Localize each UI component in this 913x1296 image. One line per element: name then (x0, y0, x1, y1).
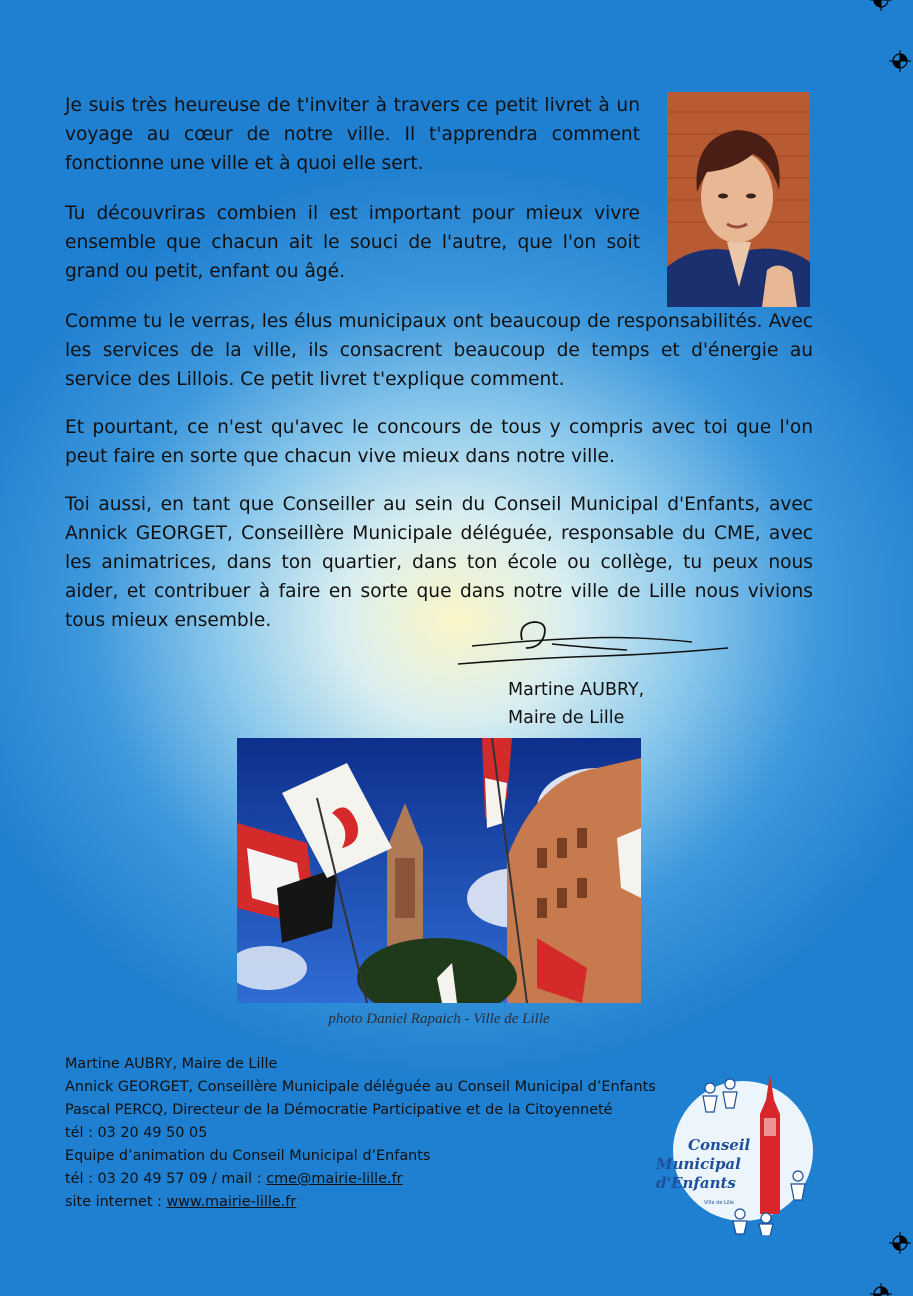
footer-phone-1: tél : 03 20 49 50 05 (65, 1125, 208, 1141)
cme-logo (648, 1066, 828, 1236)
website-label: site internet : (65, 1194, 167, 1210)
signatory-title: Maire de Lille (508, 708, 625, 728)
email-link[interactable]: cme@mairie-lille.fr (266, 1171, 403, 1187)
footer-mayor: Martine AUBRY, Maire de Lille (65, 1056, 278, 1072)
letter-paragraph-2: Tu découvriras combien il est important pour mieux vivre ensemble que chacun ait le souci de l'autre, que l'on soit grand ou petit, enfant ou âgé. (65, 203, 640, 282)
logo-text-1: Conseil (688, 1136, 751, 1154)
letter-paragraph-3: Comme tu le verras, les élus municipaux ont beaucoup de responsabilités. Avec les services de la ville, ils consacrent beaucoup de temps et d'énergie au service des Lillois. Ce petit livret t'explique comment. (65, 311, 813, 390)
letter-paragraph-4: Et pourtant, ce n'est qu'avec le concours de tous y compris avec toi que l'on peut faire en sorte que chacun vive mieux dans notre ville. (65, 417, 813, 467)
website-link[interactable]: www.mairie-lille.fr (166, 1194, 297, 1210)
footer-phone-2: tél : 03 20 49 57 09 / mail : (65, 1171, 267, 1187)
registration-mark-icon (889, 1232, 911, 1254)
letter-paragraph-1: Je suis très heureuse de t'inviter à travers ce petit livret à un voyage au cœur de notre ville. Il t'apprendra comment fonctionne une ville et à quoi elle sert. (65, 95, 640, 174)
logo-subtext: Ville de Lille (704, 1200, 735, 1206)
registration-mark-icon (889, 50, 911, 72)
footer-director: Pascal PERCQ, Directeur de la Démocratie Participative et de la Citoyenneté (65, 1102, 613, 1118)
footer-councillor: Annick GEORGET, Conseillère Municipale déléguée au Conseil Municipal d’Enfants (65, 1079, 656, 1095)
signatory-name: Martine AUBRY, (508, 680, 645, 700)
handwritten-signature (452, 618, 732, 672)
logo-text-3: d'Enfants (656, 1174, 736, 1192)
letter-paragraph-5: Toi aussi, en tant que Conseiller au sein du Conseil Municipal d'Enfants, avec Annick GEORGET, Conseillère Municipale déléguée, responsable du CME, avec les animatrices, dans ton quartier, dans ton école ou collège, tu peux nous aider, et contribuer à faire en sorte que dans notre ville de Lille nous vivions tous mieux ensemble. (65, 494, 813, 631)
logo-text-2: Municipal (656, 1155, 741, 1173)
mayor-portrait (667, 92, 810, 307)
registration-mark-icon (870, 1283, 892, 1296)
photo-caption: photo Daniel Rapaich - Ville de Lille (328, 1011, 550, 1027)
footer-website (65, 1191, 296, 1214)
footer-phone-mail (65, 1168, 403, 1191)
registration-mark-icon (870, 0, 892, 11)
footer-team: Equipe d’animation du Conseil Municipal d’Enfants (65, 1148, 431, 1164)
city-hall-flags-photo (237, 738, 641, 1003)
